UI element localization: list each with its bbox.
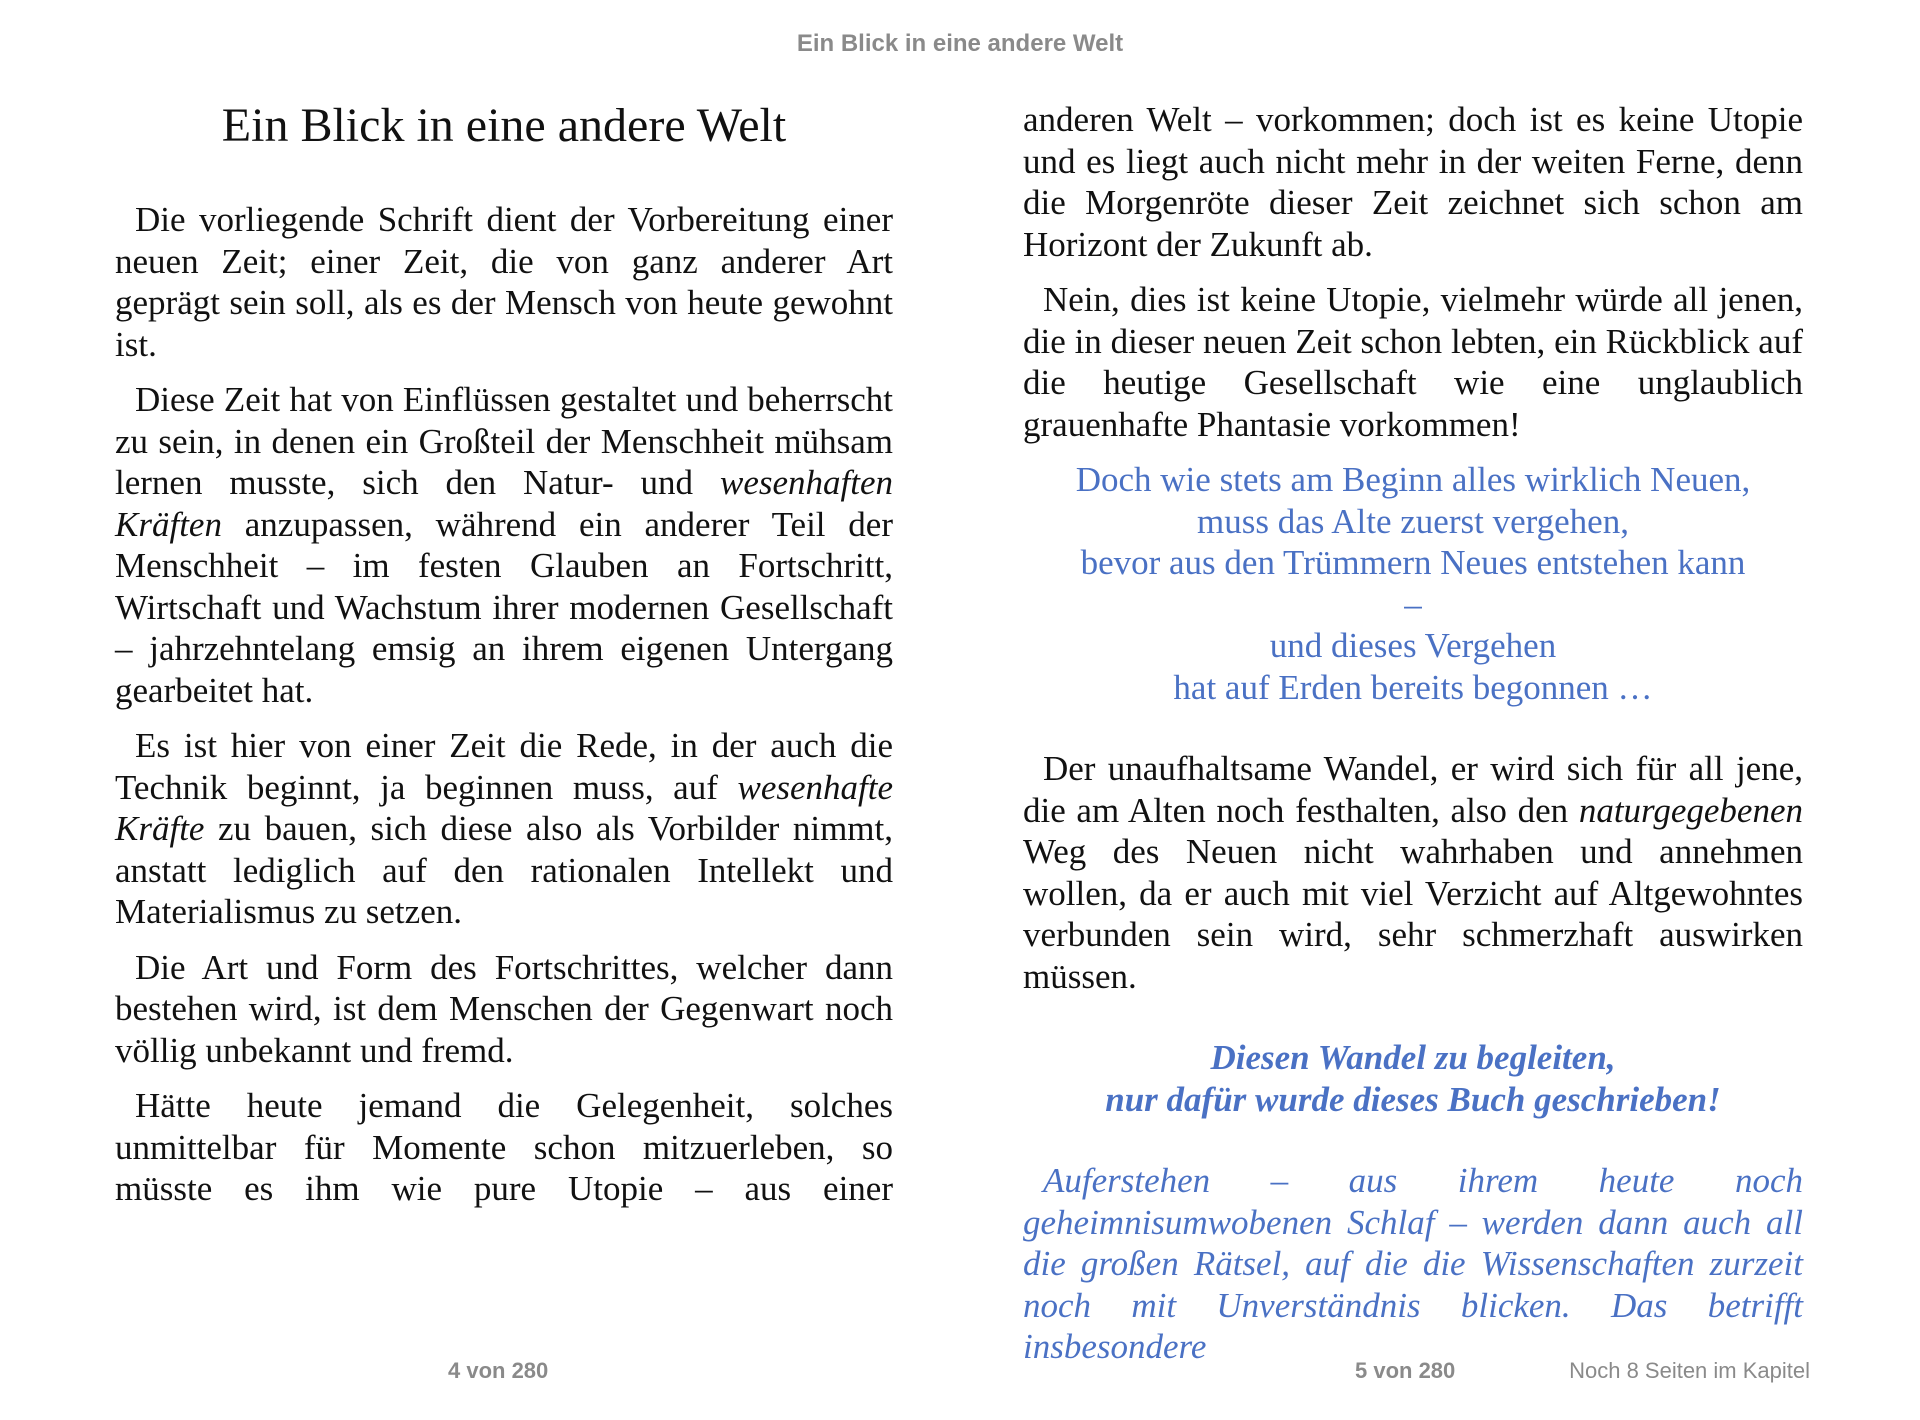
paragraph: Die Art und Form des Fortschrittes, welcher dann bestehen wird, ist dem Menschen der Gegenwart noch völlig unbekannt und fremd. — [115, 947, 893, 1070]
text-run: Der unaufhaltsame Wandel, er wird sich für all jene, die am Alten noch festhalten, also den — [1023, 749, 1803, 830]
paragraph: Auferstehen – aus ihrem heute noch geheimnisumwobenen Schlaf – werden dann auch all die großen Rätsel, auf die die Wissenschaften zurzeit noch mit Unverständnis blicken. Das betrifft insbesondere — [1023, 1161, 1803, 1366]
paragraph — [115, 379, 893, 711]
emphasis-line: nur dafür wurde dieses Buch geschrieben! — [1105, 1079, 1721, 1119]
paragraph: anderen Welt – vorkommen; doch ist es keine Utopie und es liegt auch nicht mehr in der weiten Ferne, denn die Morgenröte dieser Zeit zeichnet sich schon am Horizont der Zukunft ab. — [1023, 100, 1803, 264]
right-page-text — [1023, 99, 1803, 1382]
italic-text: wesenhaften Kräften — [115, 463, 893, 544]
emphasized-statement — [1023, 1037, 1803, 1120]
paragraph: Die vorliegende Schrift dient der Vorbereitung einer neuen Zeit; einer Zeit, die von ganz anderer Art geprägt sein soll, als es der Mensch von heute gewohnt ist. — [115, 200, 893, 364]
paragraph: Hätte heute jemand die Gelegenheit, solches unmittelbar für Momente schon mitzuerleben, so müsste es ihm wie pure Utopie – aus einer — [115, 1086, 893, 1208]
verse-line: und dieses Vergehen — [1269, 626, 1557, 665]
emphasis-line: Diesen Wandel zu begleiten, — [1210, 1038, 1616, 1077]
highlighted-verse — [1023, 459, 1803, 708]
paragraph — [115, 725, 893, 933]
italic-text: naturgegebenen — [1578, 790, 1803, 830]
italic-text: wesenhafte Kräfte — [115, 767, 893, 848]
verse-line: bevor aus den Trümmern Neues entstehen kann — [1080, 543, 1746, 582]
verse-line: – — [1404, 584, 1422, 624]
text-run: zu bauen, sich diese also als Vorbilder nimmt, anstatt lediglich auf den rationalen Intellekt und Materialismus zu setzen. — [115, 809, 893, 931]
verse-line: hat auf Erden bereits begonnen … — [1173, 667, 1653, 707]
text-run: Diese Zeit hat von Einflüssen gestaltet und beherrscht zu sein, in denen ein Großteil der Menschheit mühsam lernen musste, sich den Natur- und — [115, 380, 893, 502]
chapter-title: Ein Blick in eine andere Welt — [221, 99, 787, 152]
page-number: 4 von 280 — [448, 1358, 549, 1383]
text-run: Es ist hier von einer Zeit die Rede, in der auch die Technik beginnt, ja beginnen muss, auf — [115, 726, 893, 807]
book-header-title: Ein Blick in eine andere Welt — [796, 30, 1124, 57]
paragraph — [1023, 748, 1803, 997]
verse-line: muss das Alte zuerst vergehen, — [1197, 501, 1629, 541]
verse-line: Doch wie stets am Beginn alles wirklich Neuen, — [1075, 460, 1751, 499]
page-number: 5 von 280 — [1355, 1358, 1456, 1383]
text-run: Weg des Neuen nicht wahrhaben und annehmen wollen, da er auch mit viel Verzicht auf Altgewohntes verbunden sein wird, sehr schmerzhaft auswirken müssen. — [1023, 832, 1803, 996]
left-page-text — [115, 199, 893, 1224]
chapter-remaining-pages: Noch 8 Seiten im Kapitel — [1569, 1358, 1810, 1383]
text-run: anzupassen, während ein anderer Teil der Menschheit – im festen Glauben an Fortschritt, Wirtschaft und Wachstum ihrer modernen Gesellschaft – jahrzehntelang emsig an ihrem eigenen Untergang gearbeitet hat. — [115, 504, 893, 710]
paragraph: Nein, dies ist keine Utopie, vielmehr würde all jenen, die in dieser neuen Zeit schon lebten, ein Rückblick auf die heutige Gesellschaft wie eine unglaublich grauenhafte Phantasie vorkommen! — [1023, 280, 1803, 444]
